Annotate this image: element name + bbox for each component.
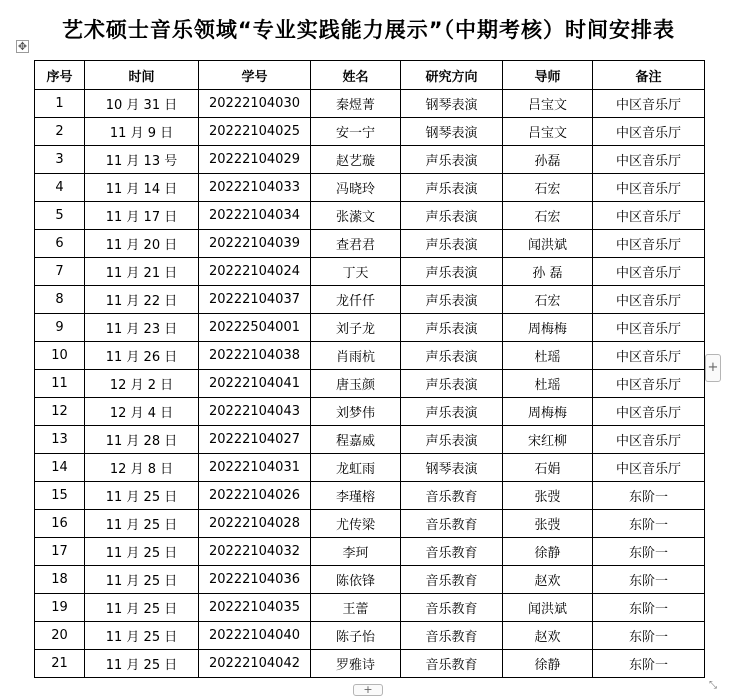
table-cell: 11 月 14 日 [85, 174, 199, 202]
table-cell: 徐静 [503, 538, 593, 566]
table-row [35, 286, 705, 314]
table-cell: 12 月 4 日 [85, 398, 199, 426]
table-cell: 中区音乐厅 [593, 174, 705, 202]
table-cell: 吕宝文 [503, 118, 593, 146]
table-cell: 11 月 13 号 [85, 146, 199, 174]
table-cell: 龙仟仟 [311, 286, 401, 314]
table-cell: 20222104030 [199, 90, 311, 118]
table-cell: 11 月 25 日 [85, 594, 199, 622]
table-cell: 东阶一 [593, 650, 705, 678]
table-cell: 11 月 25 日 [85, 566, 199, 594]
table-cell: 宋红柳 [503, 426, 593, 454]
table-cell: 声乐表演 [401, 174, 503, 202]
table-cell: 东阶一 [593, 594, 705, 622]
table-cell: 孙磊 [503, 146, 593, 174]
table-cell: 11 月 25 日 [85, 622, 199, 650]
table-row [35, 118, 705, 146]
table-cell: 11 月 23 日 [85, 314, 199, 342]
table-cell: 丁天 [311, 258, 401, 286]
table-cell: 20222104027 [199, 426, 311, 454]
table-cell: 11 月 25 日 [85, 650, 199, 678]
table-cell: 音乐教育 [401, 538, 503, 566]
table-cell: 6 [35, 230, 85, 258]
table-cell: 中区音乐厅 [593, 426, 705, 454]
table-cell: 中区音乐厅 [593, 118, 705, 146]
table-cell: 2 [35, 118, 85, 146]
table-cell: 16 [35, 510, 85, 538]
table-row [35, 510, 705, 538]
table-cell: 赵欢 [503, 566, 593, 594]
table-cell: 声乐表演 [401, 370, 503, 398]
table-cell: 刘子龙 [311, 314, 401, 342]
column-header: 姓名 [311, 61, 401, 90]
table-cell: 赵艺璇 [311, 146, 401, 174]
table-cell: 音乐教育 [401, 482, 503, 510]
table-row [35, 258, 705, 286]
table-cell: 闻洪斌 [503, 230, 593, 258]
table-cell: 中区音乐厅 [593, 146, 705, 174]
table-cell: 钢琴表演 [401, 454, 503, 482]
table-row [35, 398, 705, 426]
table-cell: 15 [35, 482, 85, 510]
table-cell: 20222104026 [199, 482, 311, 510]
table-cell: 13 [35, 426, 85, 454]
table-cell: 声乐表演 [401, 426, 503, 454]
table-cell: 中区音乐厅 [593, 314, 705, 342]
table-cell: 杜瑶 [503, 370, 593, 398]
table-row [35, 174, 705, 202]
table-resize-icon[interactable]: ⤡ [709, 680, 717, 691]
table-cell: 11 月 25 日 [85, 482, 199, 510]
table-cell: 秦煜菁 [311, 90, 401, 118]
table-cell: 11 [35, 370, 85, 398]
table-cell: 中区音乐厅 [593, 90, 705, 118]
table-cell: 张弢 [503, 482, 593, 510]
table-cell: 20222104043 [199, 398, 311, 426]
table-cell: 东阶一 [593, 566, 705, 594]
table-cell: 20222104024 [199, 258, 311, 286]
column-header: 研究方向 [401, 61, 503, 90]
table-cell: 20222104033 [199, 174, 311, 202]
table-cell: 1 [35, 90, 85, 118]
table-cell: 周梅梅 [503, 314, 593, 342]
table-cell: 11 月 25 日 [85, 510, 199, 538]
table-cell: 陈依锋 [311, 566, 401, 594]
table-cell: 东阶一 [593, 482, 705, 510]
table-cell: 20222104036 [199, 566, 311, 594]
table-cell: 声乐表演 [401, 258, 503, 286]
table-cell: 唐玉颜 [311, 370, 401, 398]
table-row [35, 622, 705, 650]
table-cell: 21 [35, 650, 85, 678]
table-cell: 张弢 [503, 510, 593, 538]
table-cell: 20222104042 [199, 650, 311, 678]
table-cell: 12 月 8 日 [85, 454, 199, 482]
table-cell: 20222504001 [199, 314, 311, 342]
table-cell: 3 [35, 146, 85, 174]
table-cell: 程嘉威 [311, 426, 401, 454]
table-cell: 12 [35, 398, 85, 426]
table-cell: 音乐教育 [401, 650, 503, 678]
table-cell: 7 [35, 258, 85, 286]
table-cell: 音乐教育 [401, 622, 503, 650]
table-cell: 18 [35, 566, 85, 594]
table-cell: 20222104032 [199, 538, 311, 566]
page-title: 艺术硕士音乐领域“专业实践能力展示”（中期考核）时间安排表 [61, 18, 676, 42]
table-cell: 20222104038 [199, 342, 311, 370]
table-cell: 石宏 [503, 202, 593, 230]
table-cell: 4 [35, 174, 85, 202]
table-cell: 石宏 [503, 286, 593, 314]
table-cell: 杜瑶 [503, 342, 593, 370]
table-cell: 罗雅诗 [311, 650, 401, 678]
table-row [35, 370, 705, 398]
table-cell: 音乐教育 [401, 594, 503, 622]
table-cell: 11 月 26 日 [85, 342, 199, 370]
table-cell: 20222104039 [199, 230, 311, 258]
table-cell: 11 月 9 日 [85, 118, 199, 146]
table-row [35, 482, 705, 510]
table-cell: 20222104028 [199, 510, 311, 538]
table-cell: 中区音乐厅 [593, 202, 705, 230]
table-cell: 李珂 [311, 538, 401, 566]
table-cell: 赵欢 [503, 622, 593, 650]
table-row [35, 454, 705, 482]
table-cell: 12 月 2 日 [85, 370, 199, 398]
table-cell: 5 [35, 202, 85, 230]
table-body [35, 90, 705, 678]
table-header-row [35, 61, 705, 90]
table-cell: 安一宁 [311, 118, 401, 146]
table-cell: 20 [35, 622, 85, 650]
column-header: 时间 [85, 61, 199, 90]
table-cell: 20222104041 [199, 370, 311, 398]
table-cell: 石娟 [503, 454, 593, 482]
table-cell: 东阶一 [593, 622, 705, 650]
column-header: 学号 [199, 61, 311, 90]
column-header: 序号 [35, 61, 85, 90]
table-move-icon[interactable]: ✥ [17, 40, 28, 53]
table-cell: 11 月 25 日 [85, 538, 199, 566]
table-cell: 张潆文 [311, 202, 401, 230]
table-row [35, 650, 705, 678]
table-cell: 10 月 31 日 [85, 90, 199, 118]
table-cell: 尤传梁 [311, 510, 401, 538]
table-row [35, 566, 705, 594]
table-cell: 中区音乐厅 [593, 370, 705, 398]
table-cell: 钢琴表演 [401, 118, 503, 146]
table-row [35, 146, 705, 174]
table-row [35, 314, 705, 342]
table-cell: 中区音乐厅 [593, 454, 705, 482]
table-row [35, 538, 705, 566]
table-cell: 东阶一 [593, 510, 705, 538]
table-cell: 声乐表演 [401, 342, 503, 370]
column-header: 备注 [593, 61, 705, 90]
table-cell: 17 [35, 538, 85, 566]
table-cell: 声乐表演 [401, 286, 503, 314]
table-cell: 9 [35, 314, 85, 342]
table-cell: 龙虹雨 [311, 454, 401, 482]
table-cell: 声乐表演 [401, 398, 503, 426]
table-cell: 声乐表演 [401, 230, 503, 258]
table-cell: 孙 磊 [503, 258, 593, 286]
table-cell: 20222104031 [199, 454, 311, 482]
add-row-plus-icon[interactable]: + [353, 684, 383, 696]
table-cell: 冯晓玲 [311, 174, 401, 202]
table-cell: 20222104037 [199, 286, 311, 314]
table-cell: 音乐教育 [401, 510, 503, 538]
table-cell: 刘梦伟 [311, 398, 401, 426]
table-cell: 10 [35, 342, 85, 370]
table-cell: 8 [35, 286, 85, 314]
table-row [35, 202, 705, 230]
add-column-plus-icon[interactable]: + [705, 354, 721, 382]
table-cell: 20222104025 [199, 118, 311, 146]
table-cell: 肖雨杭 [311, 342, 401, 370]
column-header: 导师 [503, 61, 593, 90]
table-cell: 徐静 [503, 650, 593, 678]
table-cell: 王蕾 [311, 594, 401, 622]
table-cell: 声乐表演 [401, 202, 503, 230]
table-row [35, 426, 705, 454]
table-cell: 声乐表演 [401, 146, 503, 174]
table-cell: 11 月 28 日 [85, 426, 199, 454]
table-cell: 中区音乐厅 [593, 398, 705, 426]
schedule-table [34, 60, 705, 678]
table-cell: 钢琴表演 [401, 90, 503, 118]
table-row [35, 230, 705, 258]
table-cell: 11 月 17 日 [85, 202, 199, 230]
table-cell: 声乐表演 [401, 314, 503, 342]
table-cell: 20222104040 [199, 622, 311, 650]
table-cell: 中区音乐厅 [593, 230, 705, 258]
table-cell: 吕宝文 [503, 90, 593, 118]
table-row [35, 594, 705, 622]
table-cell: 石宏 [503, 174, 593, 202]
table-cell: 闻洪斌 [503, 594, 593, 622]
table-cell: 20222104034 [199, 202, 311, 230]
table-cell: 中区音乐厅 [593, 342, 705, 370]
table-cell: 陈子怡 [311, 622, 401, 650]
table-row [35, 342, 705, 370]
table-cell: 中区音乐厅 [593, 258, 705, 286]
table-cell: 周梅梅 [503, 398, 593, 426]
table-cell: 李瑾榕 [311, 482, 401, 510]
table-cell: 20222104035 [199, 594, 311, 622]
table-cell: 11 月 21 日 [85, 258, 199, 286]
table-cell: 19 [35, 594, 85, 622]
table-cell: 11 月 22 日 [85, 286, 199, 314]
table-cell: 东阶一 [593, 538, 705, 566]
table-cell: 中区音乐厅 [593, 286, 705, 314]
table-cell: 音乐教育 [401, 566, 503, 594]
table-cell: 14 [35, 454, 85, 482]
table-row [35, 90, 705, 118]
table-cell: 查君君 [311, 230, 401, 258]
table-cell: 11 月 20 日 [85, 230, 199, 258]
table-cell: 20222104029 [199, 146, 311, 174]
